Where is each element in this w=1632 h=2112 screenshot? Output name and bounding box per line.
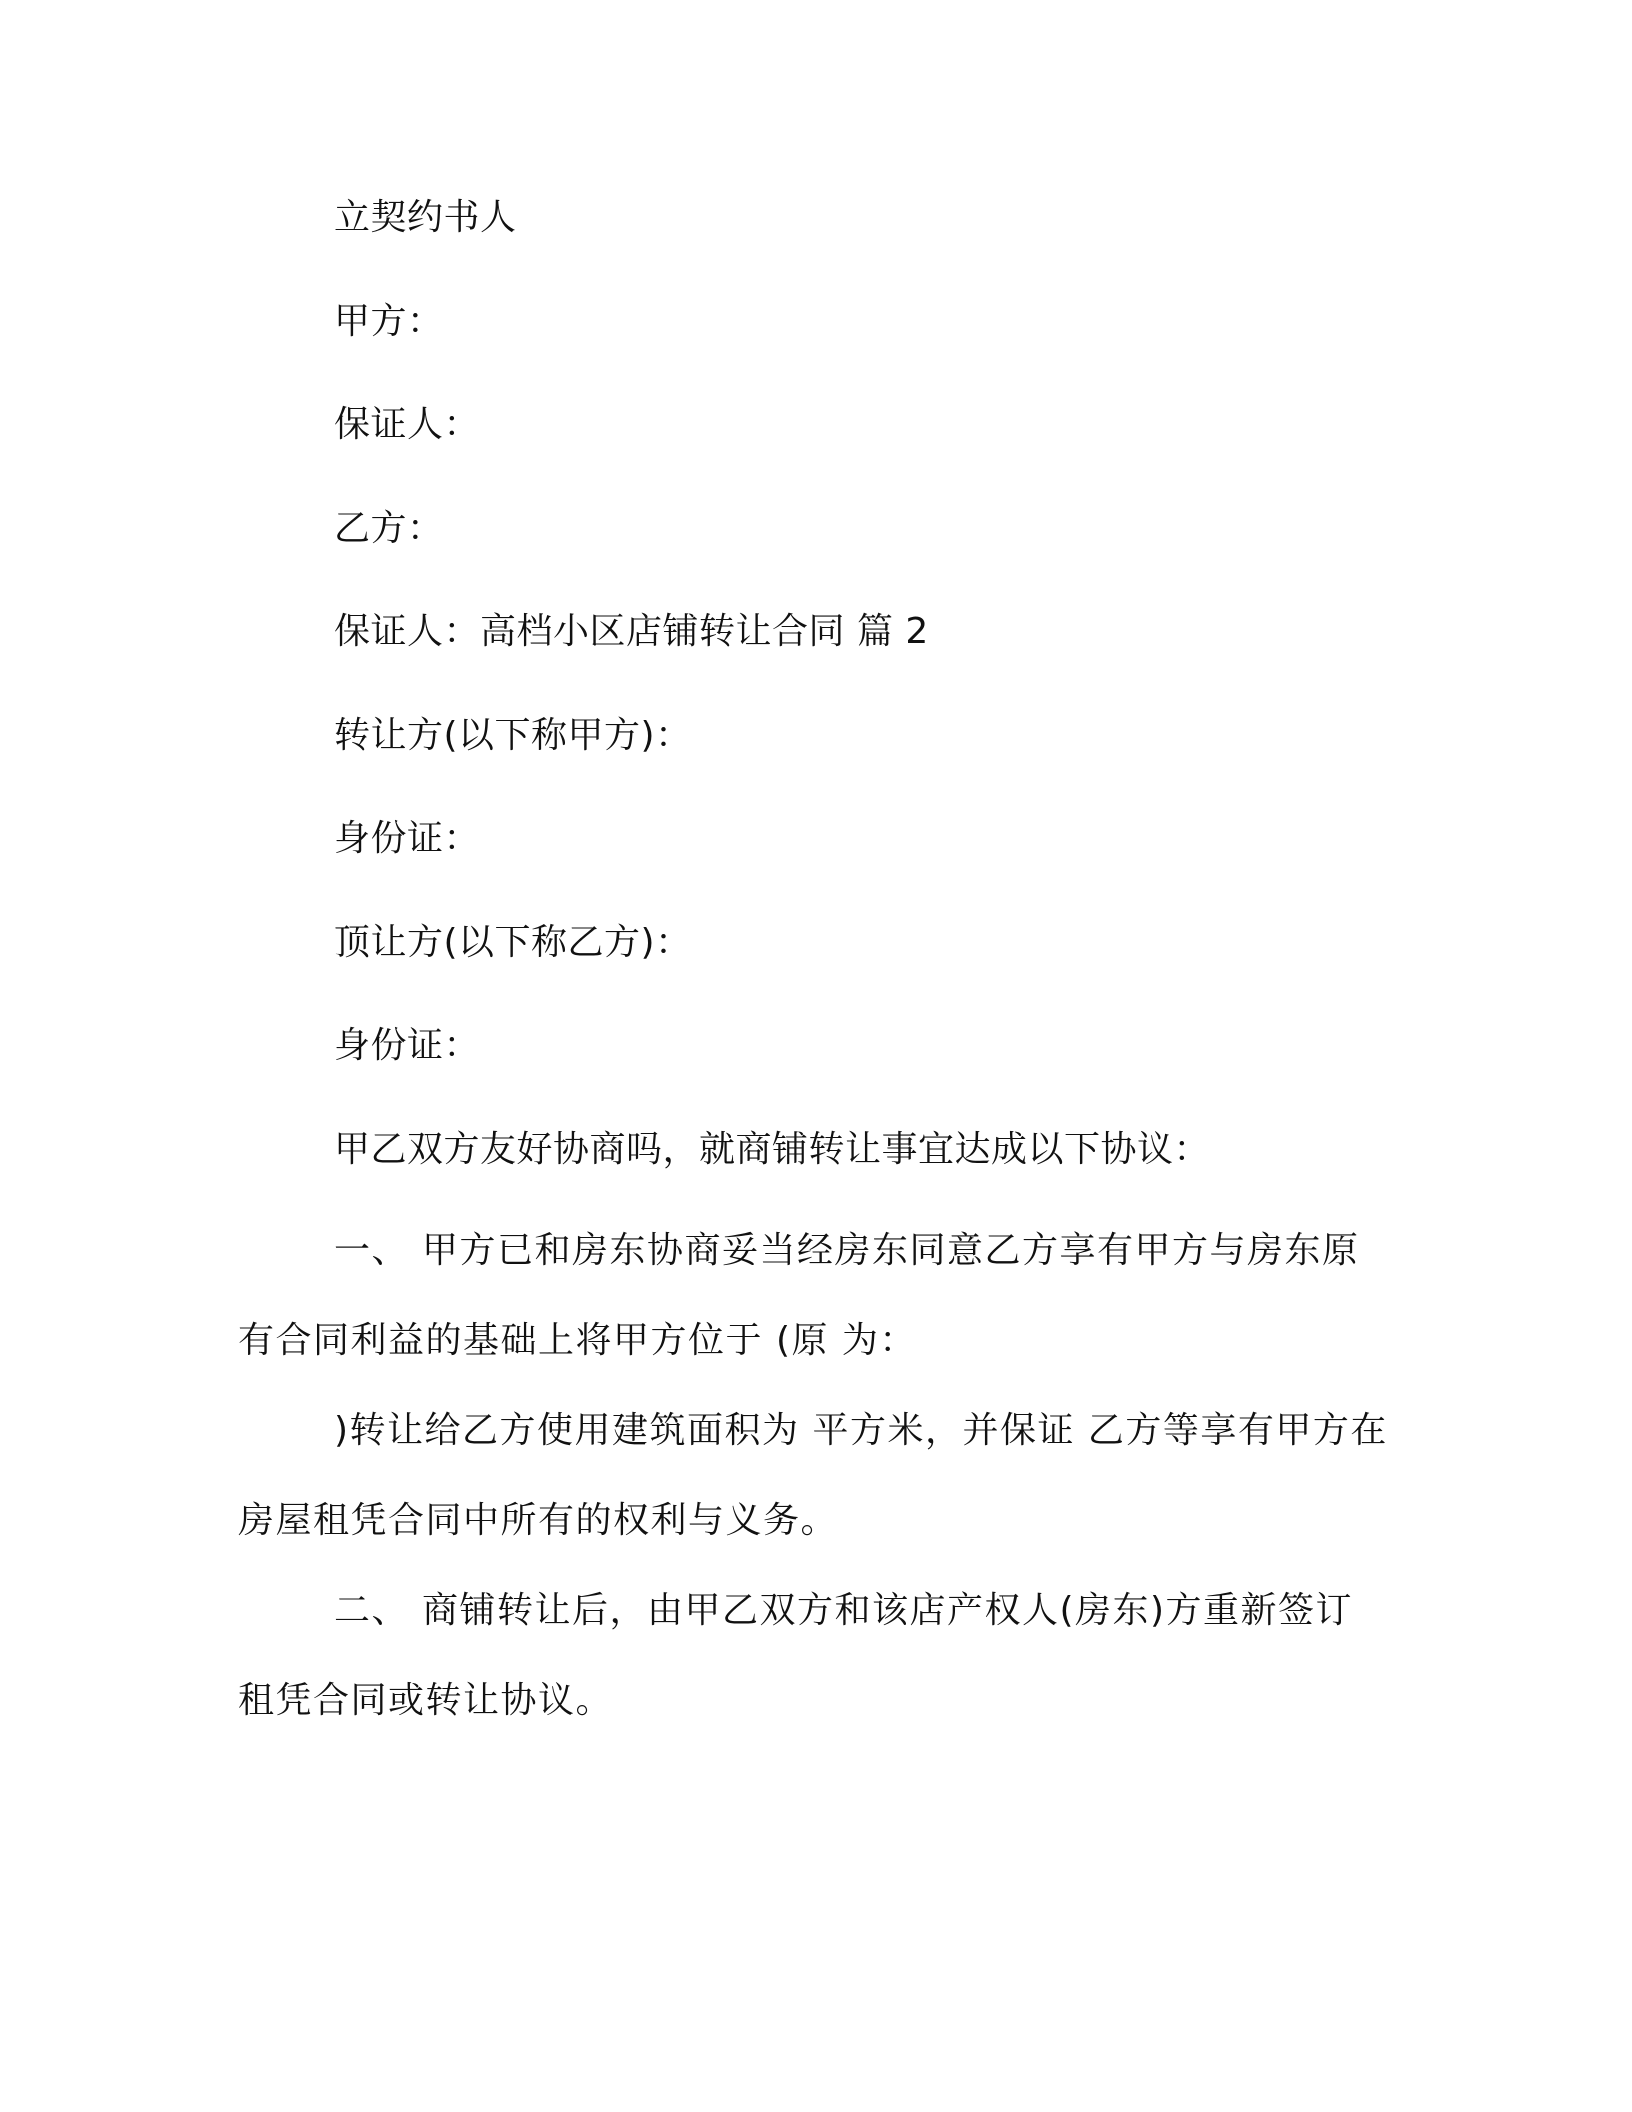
guarantor-b-title-line: 保证人：高档小区店铺转让合同 篇 2 bbox=[334, 611, 929, 652]
agreement-intro: 甲乙双方友好协商吗，就商铺转让事宜达成以下协议： bbox=[334, 1129, 1211, 1170]
contract-parties-heading: 立契约书人 bbox=[334, 197, 517, 238]
guarantor-a-line: 保证人： bbox=[334, 404, 481, 445]
clause-two-paragraph: 二、 商铺转让后，由甲乙双方和该店产权人(房东)方重新签订租凭合同或转让协议。 bbox=[238, 1590, 1354, 1721]
party-b-line: 乙方： bbox=[334, 508, 444, 549]
clause-one-paragraph: 一、 甲方已和房东协商妥当经房东同意乙方享有甲方与房东原有合同利益的基础上将甲方位于 (原 为： bbox=[238, 1230, 1360, 1361]
transferee-id-line: 身份证： bbox=[334, 1025, 481, 1066]
transferor-line: 转让方(以下称甲方)： bbox=[334, 715, 692, 756]
transferee-line: 顶让方(以下称乙方)： bbox=[334, 922, 692, 963]
party-a-line: 甲方： bbox=[334, 301, 444, 342]
transferor-id-line: 身份证： bbox=[334, 818, 481, 859]
clause-one-continued-paragraph: )转让给乙方使用建筑面积为 平方米，并保证 乙方等享有甲方在房屋租凭合同中所有的权利与义务。 bbox=[238, 1410, 1388, 1541]
